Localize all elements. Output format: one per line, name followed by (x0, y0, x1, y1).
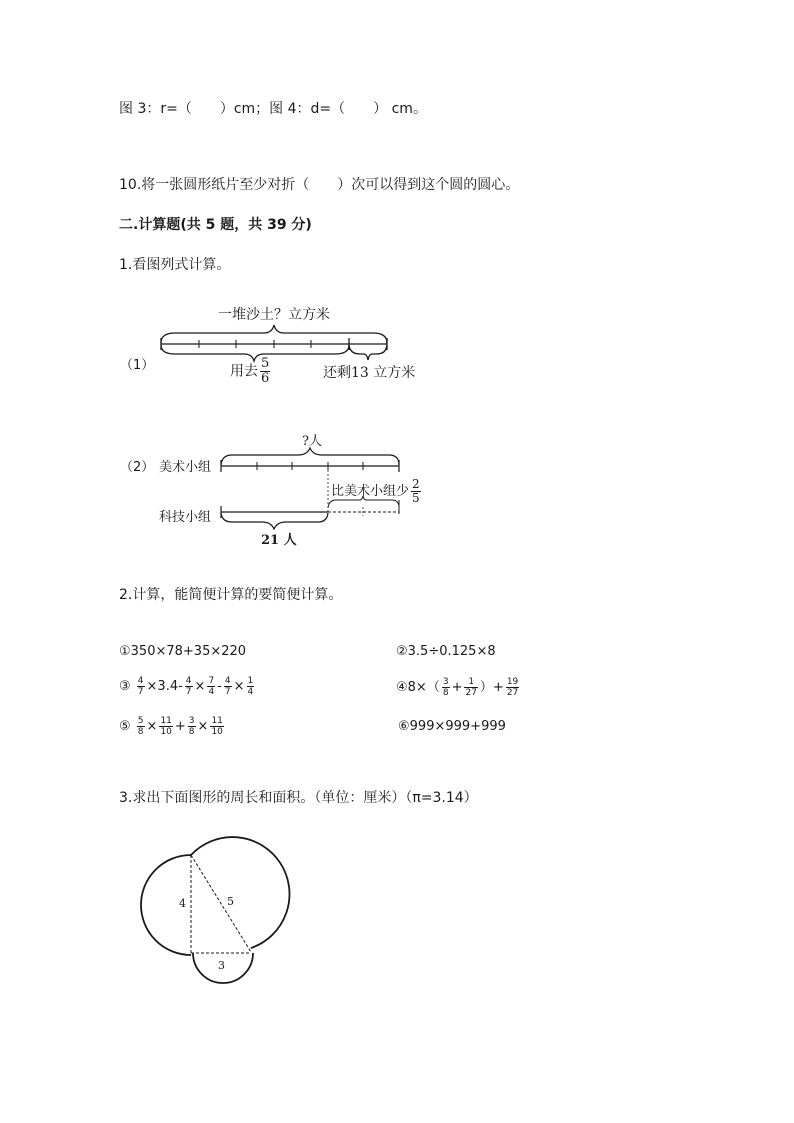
diagram-1-used-fraction: $\frac{5}{6}$ (261, 356, 270, 386)
figure-label-4: 4 (179, 897, 186, 910)
figure-dashed-hypotenuse-5 (191, 855, 251, 952)
calc-item-1: ①350×78+35×220 (119, 644, 247, 659)
diagram-2-top-label: ?人 (302, 434, 322, 449)
figure-label-3: 3 (218, 959, 225, 972)
diagram-2-index: （2） (120, 460, 155, 475)
question-3-title: 3.求出下面图形的周长和面积。（单位：厘米）（π=3.14） (119, 790, 478, 806)
diagram-2-bottom-label: 21 人 (261, 533, 297, 548)
diagram-2-compare-fraction: $\frac{2}{5}$ (412, 477, 420, 505)
diagram-2-row2-label: 科技小组 (159, 510, 212, 525)
section-2-heading: 二.计算题(共 5 题，共 39 分) (119, 217, 312, 233)
question-2-title: 2.计算，能简便计算的要简便计算。 (119, 587, 343, 603)
question-1-title: 1.看图列式计算。 (119, 257, 231, 273)
diagram-1-index: （1） (120, 358, 155, 373)
calc-item-5: ⑤ $\frac{5}{8}$ × $\frac{11}{10}$ + $\frac{3}{8}$ × $\frac{11}{10}$ (119, 716, 223, 737)
fig-radius-question-line: 图 3：r=（ ）cm；图 4：d=（ ） cm。 (119, 101, 427, 117)
diagram-1-used-text: 用去 (230, 363, 258, 380)
calc-item-6: ⑥999×999+999 (398, 719, 506, 734)
calc-item-2: ②3.5÷0.125×8 (396, 644, 496, 659)
diagram-2-row1-label: 美术小组 (159, 460, 212, 475)
figure-label-5: 5 (227, 895, 234, 908)
calc-item-4: ④8×（ $\frac{3}{8}$ + $\frac{1}{27}$ ）+ $\frac{19}{27}$ (396, 677, 519, 698)
diagram-1-remain-label: 还剩13 立方米 (323, 365, 416, 381)
diagram-1-top-label: 一堆沙土？立方米 (218, 307, 330, 323)
diagram-2-compare-text: 比美术小组少 (331, 484, 410, 499)
calc-item-3: ③ $\frac{4}{7}$ ×3.4- $\frac{4}{7}$ × $\frac{7}{4}$ - $\frac{4}{7}$ × $\frac{1}{4}$ (119, 676, 254, 697)
figure-large-circle-arc (191, 837, 289, 948)
question-10-text: 10.将一张圆形纸片至少对折（ ）次可以得到这个圆的圆心。 (119, 177, 520, 193)
